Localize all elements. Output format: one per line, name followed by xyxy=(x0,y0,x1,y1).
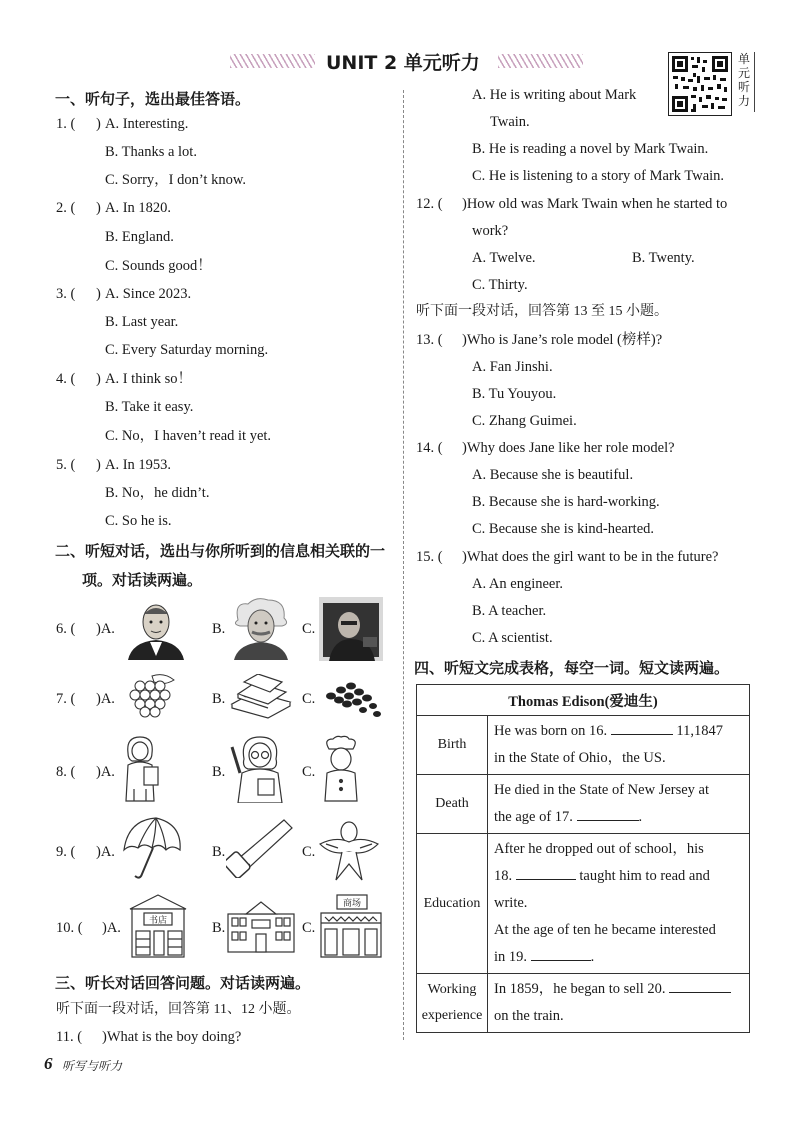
q3-option-c: C. Every Saturday morning. xyxy=(105,342,269,358)
saw-picture xyxy=(226,816,298,883)
coffee-beans-picture xyxy=(319,676,383,723)
q1-option-c: C. Sorry，I don’t know. xyxy=(105,172,246,188)
q11-option-a-line1: A. He is writing about Mark xyxy=(472,87,637,103)
qr-divider xyxy=(754,52,755,112)
death-cell: He died in the State of New Jersey at the age of 17. . xyxy=(488,775,750,834)
mall-picture xyxy=(319,893,383,964)
education-text-1: After he dropped out of school，his xyxy=(494,841,704,857)
doctor-with-clipboard-picture xyxy=(118,735,162,808)
bookstore-sign-text: 书店 xyxy=(148,916,168,926)
chef-picture xyxy=(319,735,363,808)
q2-option-b: B. England. xyxy=(105,229,174,245)
q14-number: 14. ( xyxy=(416,440,443,456)
q2-number: 2. ( xyxy=(56,200,76,216)
working-experience-cell xyxy=(488,974,750,1033)
q12-question-line1: )How old was Mark Twain when he started to xyxy=(462,196,728,212)
qr-code-icon[interactable] xyxy=(668,52,732,116)
q8-option-a-label: )A. xyxy=(96,764,115,780)
q7-option-a-label: )A. xyxy=(96,691,115,707)
q15-option-b: B. A teacher. xyxy=(472,603,547,619)
blank-17[interactable] xyxy=(577,808,639,821)
q6-option-a-label: )A. xyxy=(96,621,115,637)
section-4-heading: 四、听短文完成表格，每空一词。短文读两遍。 xyxy=(414,659,730,677)
q11-option-b: B. He is reading a novel by Mark Twain. xyxy=(472,141,709,157)
q4-option-a: A. I think so！ xyxy=(105,371,192,387)
q13-option-b: B. Tu Youyou. xyxy=(472,386,557,402)
section-3-intro-1: 听下面一段对话，回答第 11、12 小题。 xyxy=(56,1002,301,1017)
q15-option-c: C. A scientist. xyxy=(472,630,553,646)
hawking-portrait-picture xyxy=(319,597,383,666)
q10-option-b-label: B. xyxy=(212,920,226,936)
birth-text-2: 11,1847 xyxy=(676,723,724,739)
title-decoration-right xyxy=(498,54,583,68)
birth-text-1: He was born on 16. xyxy=(494,723,608,739)
books-picture xyxy=(228,674,294,725)
blank-16[interactable] xyxy=(611,722,673,735)
q4-number: 4. ( xyxy=(56,371,76,387)
q12-number: 12. ( xyxy=(416,196,443,212)
book-name: 听写与听力 xyxy=(62,1059,123,1073)
title-decoration-left xyxy=(230,54,315,68)
q1-option-b: B. Thanks a lot. xyxy=(105,144,197,160)
umbrella-picture xyxy=(120,816,184,887)
column-divider xyxy=(403,90,404,1040)
q5-number: 5. ( xyxy=(56,457,76,473)
q1-number: 1. ( xyxy=(56,116,76,132)
page-number: 6 xyxy=(44,1054,53,1073)
q8-option-c-label: C. xyxy=(302,764,316,780)
section-1-heading: 一、听句子，选出最佳答语。 xyxy=(55,90,251,108)
teacher-with-glasses-picture xyxy=(228,733,292,808)
section-3-intro-2: 听下面一段对话，回答第 13 至 15 小题。 xyxy=(416,304,668,319)
working-label-line2: experience xyxy=(421,1008,483,1023)
q14-option-b: B. Because she is hard-working. xyxy=(472,494,660,510)
unit-title-text: UNIT 2 单元听力 xyxy=(326,52,480,74)
q13-question: )Who is Jane’s role model (榜样)? xyxy=(462,332,663,348)
birth-label: Birth xyxy=(417,716,488,775)
q15-question: )What does the girl want to be in the future? xyxy=(462,549,719,565)
education-text-3: write. xyxy=(494,895,528,911)
edison-table-title: Thomas Edison(爱迪生) xyxy=(417,685,750,716)
q14-option-c: C. Because she is kind-hearted. xyxy=(472,521,655,537)
education-text-2a: 18. xyxy=(494,868,513,884)
working-text-2: on the train. xyxy=(494,1008,564,1024)
section-3-heading: 三、听长对话回答问题。对话读两遍。 xyxy=(55,974,311,992)
q4-option-b: B. Take it easy. xyxy=(105,399,194,415)
q9-option-a-label: )A. xyxy=(96,844,115,860)
q3-number: 3. ( xyxy=(56,286,76,302)
q8-option-b-label: B. xyxy=(212,764,226,780)
unit-title xyxy=(230,48,550,76)
einstein-portrait-picture xyxy=(228,596,294,665)
q11-number: 11. ( xyxy=(56,1029,83,1045)
q3-option-b: B. Last year. xyxy=(105,314,179,330)
blank-18[interactable] xyxy=(516,867,576,880)
q12-option-c: C. Thirty. xyxy=(472,277,528,293)
q11-option-a-line2: Twain. xyxy=(490,114,530,130)
death-text-1: He died in the State of New Jersey at xyxy=(494,782,710,798)
q12-option-a: A. Twelve. xyxy=(472,250,536,266)
q10-option-c-label: C. xyxy=(302,920,316,936)
working-experience-label xyxy=(417,974,488,1033)
death-text-2: the age of 17. xyxy=(494,809,573,825)
q1-option-a: A. Interesting. xyxy=(105,116,189,132)
birth-cell xyxy=(488,716,750,775)
q2-paren: ) xyxy=(96,200,101,216)
q11-option-c: C. He is listening to a story of Mark Twain. xyxy=(472,168,725,184)
q7-number: 7. ( xyxy=(56,691,76,707)
birth-text-3: in the State of Ohio，the US. xyxy=(494,750,666,766)
education-cell: After he dropped out of school，his 18. taught him to read and write. At the age of ten he became interested in 19. . xyxy=(488,834,750,974)
q1-paren: ) xyxy=(96,116,101,132)
education-text-2b: taught him to read and xyxy=(579,868,710,884)
q5-option-a: A. In 1953. xyxy=(105,457,172,473)
q15-option-a: A. An engineer. xyxy=(472,576,564,592)
q6-option-b-label: B. xyxy=(212,621,226,637)
q7-option-c-label: C. xyxy=(302,691,316,707)
education-text-5: in 19. xyxy=(494,949,528,965)
q14-option-a: A. Because she is beautiful. xyxy=(472,467,634,483)
q12-option-b: B. Twenty. xyxy=(632,250,695,266)
working-label-line1: Working xyxy=(427,982,477,997)
q3-paren: ) xyxy=(96,286,101,302)
edison-table xyxy=(416,684,750,1033)
q5-option-c: C. So he is. xyxy=(105,513,172,529)
grapes-picture xyxy=(124,672,178,725)
q6-number: 6. ( xyxy=(56,621,76,637)
q15-number: 15. ( xyxy=(416,549,443,565)
q5-option-b: B. No，he didn’t. xyxy=(105,485,210,501)
school-building-picture xyxy=(226,898,296,959)
blank-20[interactable] xyxy=(669,980,731,993)
kite-picture xyxy=(316,814,382,887)
q12-question-line2: work? xyxy=(472,223,509,239)
mall-sign-text: 商场 xyxy=(342,899,362,909)
q13-option-c: C. Zhang Guimei. xyxy=(472,413,577,429)
section-2-heading-line1: 二、听短对话，选出与你所听到的信息相关联的一 xyxy=(55,542,386,560)
education-label: Education xyxy=(417,834,488,974)
q7-option-b-label: B. xyxy=(212,691,226,707)
death-label: Death xyxy=(417,775,488,834)
qr-label: 单元听力 xyxy=(737,52,750,108)
q9-option-c-label: C. xyxy=(302,844,316,860)
education-text-4: At the age of ten he became interested xyxy=(494,922,716,938)
working-text-1: In 1859，he began to sell 20. xyxy=(494,981,666,997)
blank-19[interactable] xyxy=(531,948,591,961)
q6-option-c-label: C. xyxy=(302,621,316,637)
q11-question: )What is the boy doing? xyxy=(102,1029,242,1045)
q2-option-c: C. Sounds good！ xyxy=(105,258,212,274)
q14-question: )Why does Jane like her role model? xyxy=(462,440,675,456)
q4-option-c: C. No，I haven’t read it yet. xyxy=(105,428,272,444)
q9-number: 9. ( xyxy=(56,844,76,860)
q13-option-a: A. Fan Jinshi. xyxy=(472,359,553,375)
q3-option-a: A. Since 2023. xyxy=(105,286,192,302)
q2-option-a: A. In 1820. xyxy=(105,200,172,216)
q4-paren: ) xyxy=(96,371,101,387)
section-2-heading-line2: 项。对话读两遍。 xyxy=(82,571,203,589)
q9-option-b-label: B. xyxy=(212,844,226,860)
q10-option-a-label: )A. xyxy=(102,920,121,936)
old-man-portrait-picture xyxy=(124,598,188,665)
bookstore-picture xyxy=(128,893,188,964)
q8-number: 8. ( xyxy=(56,764,76,780)
q13-number: 13. ( xyxy=(416,332,443,348)
q5-paren: ) xyxy=(96,457,101,473)
q10-number: 10. ( xyxy=(56,920,83,936)
